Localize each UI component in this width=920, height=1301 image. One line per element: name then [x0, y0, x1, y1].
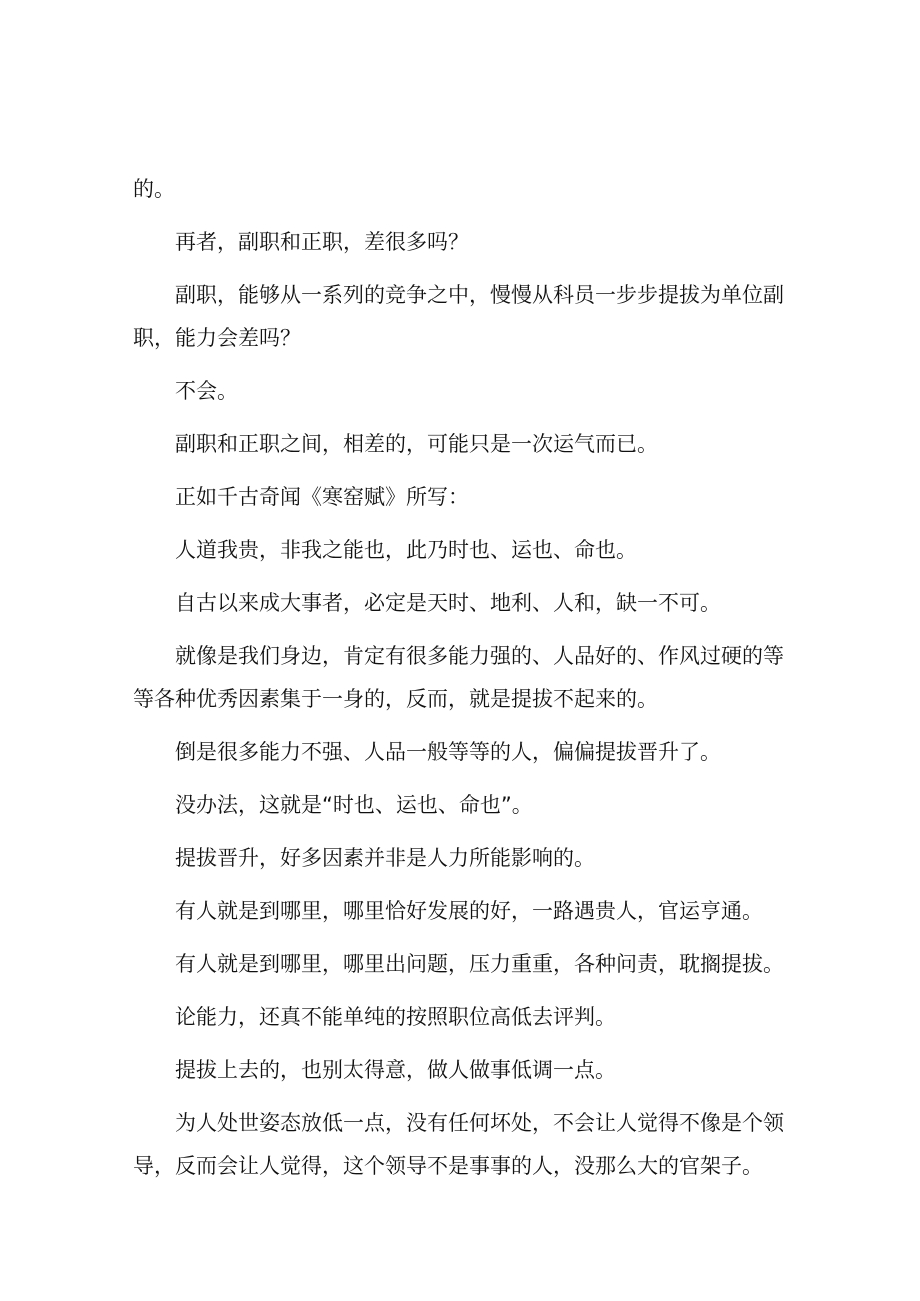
document-body [133, 168, 803, 1188]
paragraph: 有人就是到哪里，哪里出问题，压力重重，各种问责，耽搁提拔。 [175, 952, 784, 976]
paragraph: 论能力，还真不能单纯的按照职位高低去评判。 [175, 1005, 616, 1029]
paragraph: 正如千古奇闻《寒窑赋》所写： [175, 485, 469, 509]
paragraph-continuation: 的。 [133, 177, 175, 201]
paragraph: 不会。 [175, 379, 238, 403]
paragraph: 就像是我们身边，肯定有很多能力强的、人品好的、作风过硬的等等各种优秀因素集于一身的，反而，就是提拔不起来的。 [133, 644, 784, 711]
paragraph: 自古以来成大事者，必定是天时、地利、人和，缺一不可。 [175, 591, 721, 615]
paragraph: 没办法，这就是“时也、运也、命也”。 [175, 793, 533, 817]
paragraph: 倒是很多能力不强、人品一般等等的人，偏偏提拔晋升了。 [175, 740, 721, 764]
paragraph: 提拔上去的，也别太得意，做人做事低调一点。 [175, 1058, 616, 1082]
paragraph: 有人就是到哪里，哪里恰好发展的好，一路遇贵人，官运亨通。 [175, 899, 763, 923]
paragraph: 提拔晋升，好多因素并非是人力所能影响的。 [175, 846, 595, 870]
paragraph: 为人处世姿态放低一点，没有任何坏处，不会让人觉得不像是个领导，反而会让人觉得，这个领导不是事事的人，没那么大的官架子。 [133, 1111, 784, 1178]
paragraph: 副职和正职之间，相差的，可能只是一次运气而已。 [175, 432, 658, 456]
paragraph: 再者，副职和正职，差很多吗？ [175, 230, 469, 254]
paragraph: 人道我贵，非我之能也，此乃时也、运也、命也。 [175, 538, 637, 562]
paragraph: 副职，能够从一系列的竞争之中，慢慢从科员一步步提拔为单位副职，能力会差吗？ [133, 283, 784, 350]
